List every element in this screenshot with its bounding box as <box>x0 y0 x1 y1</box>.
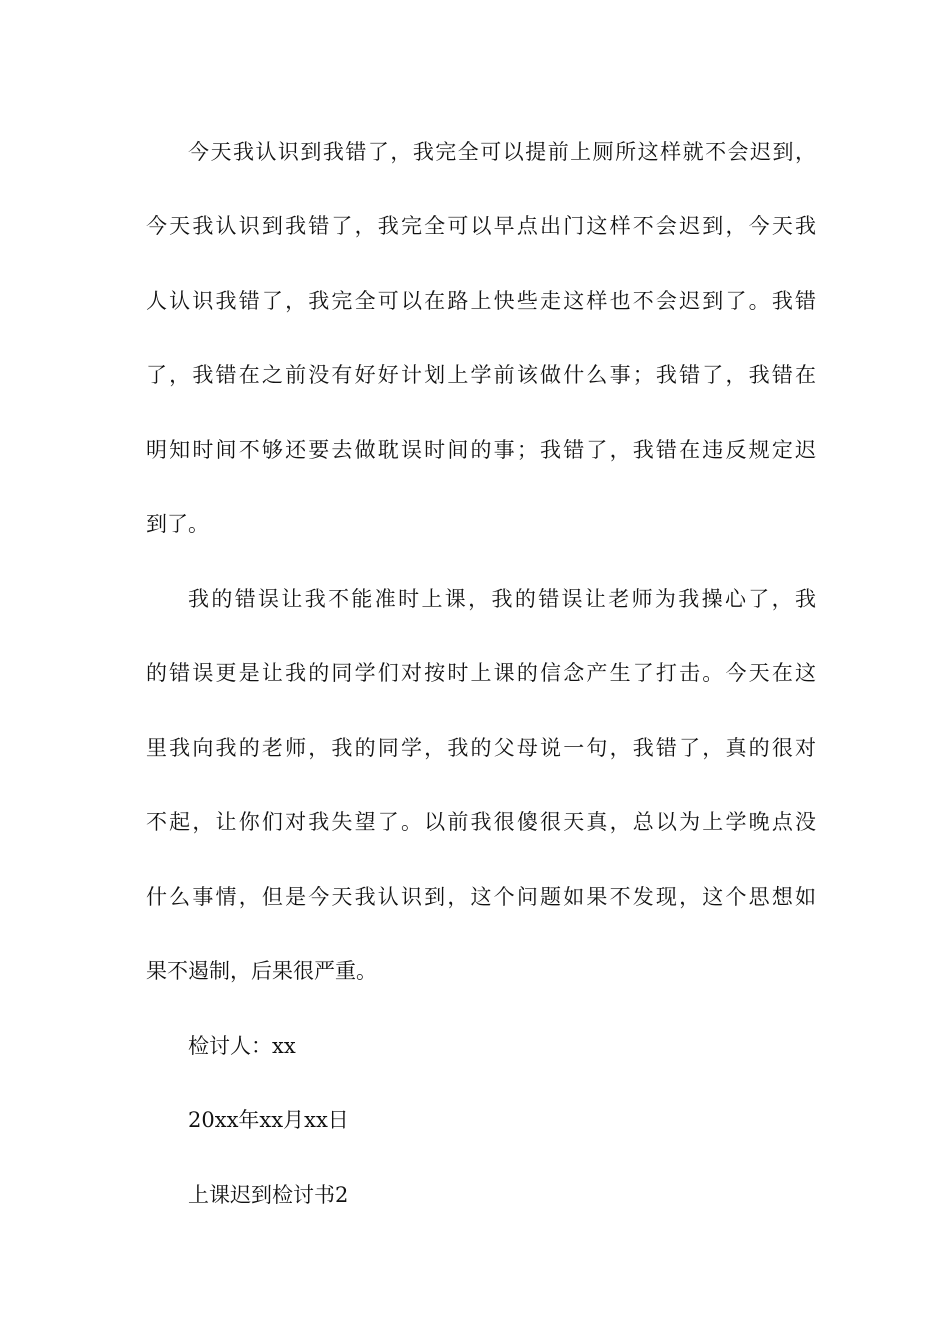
signature-date: 20xx年xx月xx日 <box>188 1108 349 1132</box>
paragraph-2-line-1: 我的错误让我不能准时上课，我的错误让老师为我操心了，我 <box>188 587 816 611</box>
paragraph-1-line-5: 明知时间不够还要去做耽误时间的事；我错了，我错在违反规定迟 <box>146 438 816 462</box>
next-document-title: 上课迟到检讨书2 <box>188 1183 349 1207</box>
paragraph-2-line-3: 里我向我的老师，我的同学，我的父母说一句，我错了，真的很对 <box>146 736 816 760</box>
paragraph-1-line-3: 人认识我错了，我完全可以在路上快些走这样也不会迟到了。我错 <box>146 289 816 313</box>
paragraph-1-line-2: 今天我认识到我错了，我完全可以早点出门这样不会迟到，今天我 <box>146 214 816 238</box>
paragraph-1-line-1: 今天我认识到我错了，我完全可以提前上厕所这样就不会迟到， <box>188 140 816 164</box>
paragraph-2-line-4: 不起，让你们对我失望了。以前我很傻很天真，总以为上学晚点没 <box>146 810 816 834</box>
paragraph-2-line-2: 的错误更是让我的同学们对按时上课的信念产生了打击。今天在这 <box>146 661 816 685</box>
paragraph-1-line-4: 了，我错在之前没有好好计划上学前该做什么事；我错了，我错在 <box>146 363 816 387</box>
paragraph-1-line-6: 到了。 <box>146 512 209 536</box>
reviewer-signature: 检讨人：xx <box>188 1034 296 1058</box>
paragraph-2-line-5: 什么事情，但是今天我认识到，这个问题如果不发现，这个思想如 <box>146 885 816 909</box>
paragraph-2-line-6: 果不遏制，后果很严重。 <box>146 959 377 983</box>
